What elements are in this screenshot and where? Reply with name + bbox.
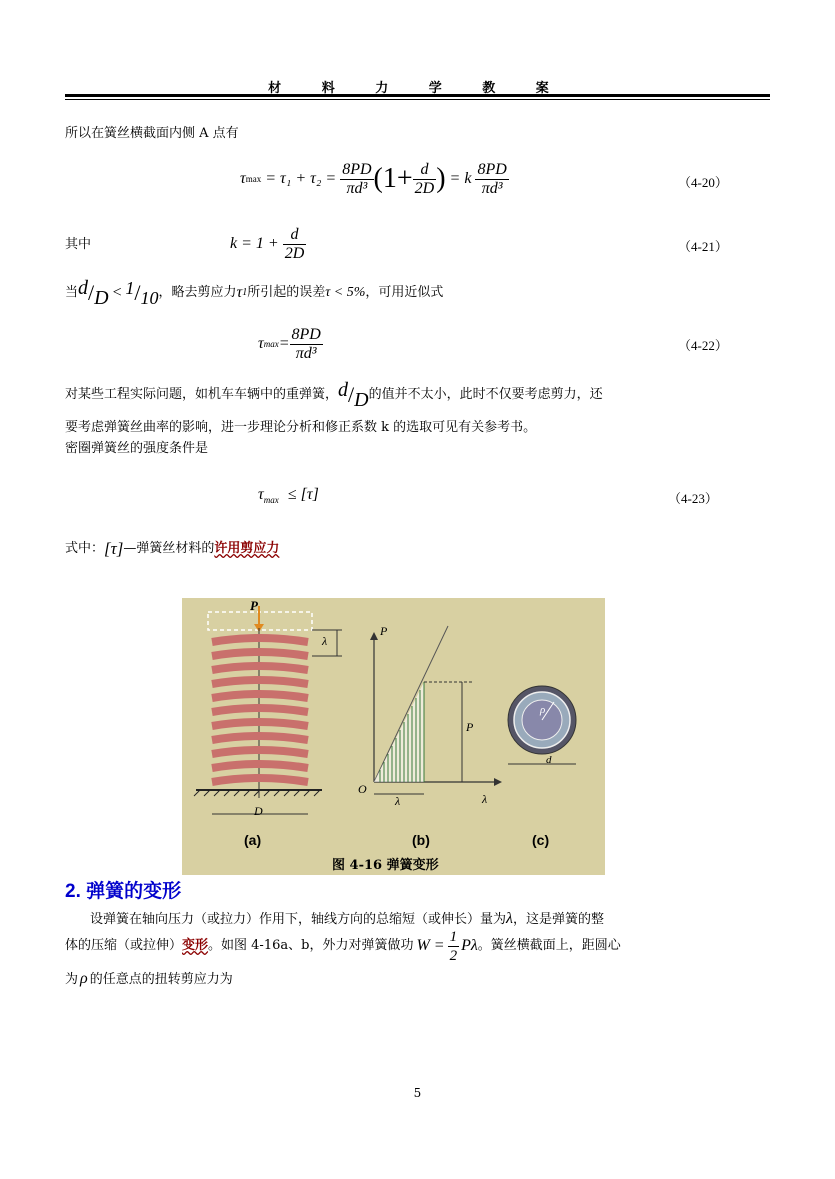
page-header: 材 料 力 学 教 案	[268, 81, 567, 96]
figure-caption: 图 4-16 弹簧变形	[332, 858, 439, 873]
equation-4-20: τ max = τ₁ + τ₂ = $\frac{8PD}{\text{πd³}}$ (1+ $\frac{d}{2D}$ ) = k $\frac{8PD}{\text{πd³}}$	[240, 160, 507, 197]
link-deformation[interactable]: 变形	[182, 938, 209, 953]
page-number: 5	[413, 1086, 422, 1100]
paragraph: 要考虑弹簧丝曲率的影响，进一步理论分析和修正系数 k 的选取可见有关参考书。	[65, 420, 537, 435]
spring-diagram-a	[194, 606, 342, 814]
label-qizhong: 其中	[65, 237, 92, 252]
equation-number: （4-21）	[678, 239, 728, 254]
equation-4-22: τ max = $\frac{8PD}{\text{πd³}}$	[258, 325, 321, 362]
equation-number: （4-20）	[678, 175, 728, 190]
condition-line: 当 d / D < 1 / 10 ，略去剪应力 τ 1 所引起的误差 τ < 5% ，可用近似式	[65, 277, 444, 309]
paragraph: 对某些工程实际问题，如机车车辆中的重弹簧， d / D 的值并不太小，此时不仅要考虑剪力，还	[65, 379, 603, 411]
equation-4-21: k = 1 + $\frac{d}{2D}$	[230, 225, 305, 262]
paragraph: 为 ρ 的任意点的扭转剪应力为	[65, 970, 233, 987]
equation-number: （4-23）	[668, 491, 718, 506]
load-deflection-graph-b	[370, 626, 502, 794]
paragraph: 设弹簧在轴向压力（或拉力）作用下，轴线方向的总缩短（或伸长）量为λ，这是弹簧的整	[90, 910, 604, 927]
where-line: 式中： [τ] —弹簧丝材料的 许用剪应力	[65, 539, 280, 558]
cross-section-c	[508, 686, 576, 764]
equation-4-23: $\tau_{max} \le [\tau]$	[258, 486, 319, 506]
figure-spring-deformation: P P λ D O λ λ P d ρ (a) (b) (c) 图 4-16 弹簧变形	[182, 598, 605, 875]
paragraph: 体的压缩（或拉伸） 变形 。如图 4-16a、b，外力对弹簧做功 W = $\frac{1}{2}$ Pλ 。簧丝横截面上，距圆心	[65, 928, 621, 964]
link-allowable-shear-stress[interactable]: 许用剪应力	[214, 541, 280, 556]
header-rule-thin	[65, 99, 770, 100]
equation-number: （4-22）	[678, 338, 728, 353]
paragraph: 密圈弹簧丝的强度条件是	[65, 441, 209, 456]
header-rule-thick	[65, 94, 770, 97]
section-heading: 2. 弹簧的变形	[65, 881, 182, 902]
paragraph: 所以在簧丝横截面内侧 A 点有	[65, 126, 239, 141]
